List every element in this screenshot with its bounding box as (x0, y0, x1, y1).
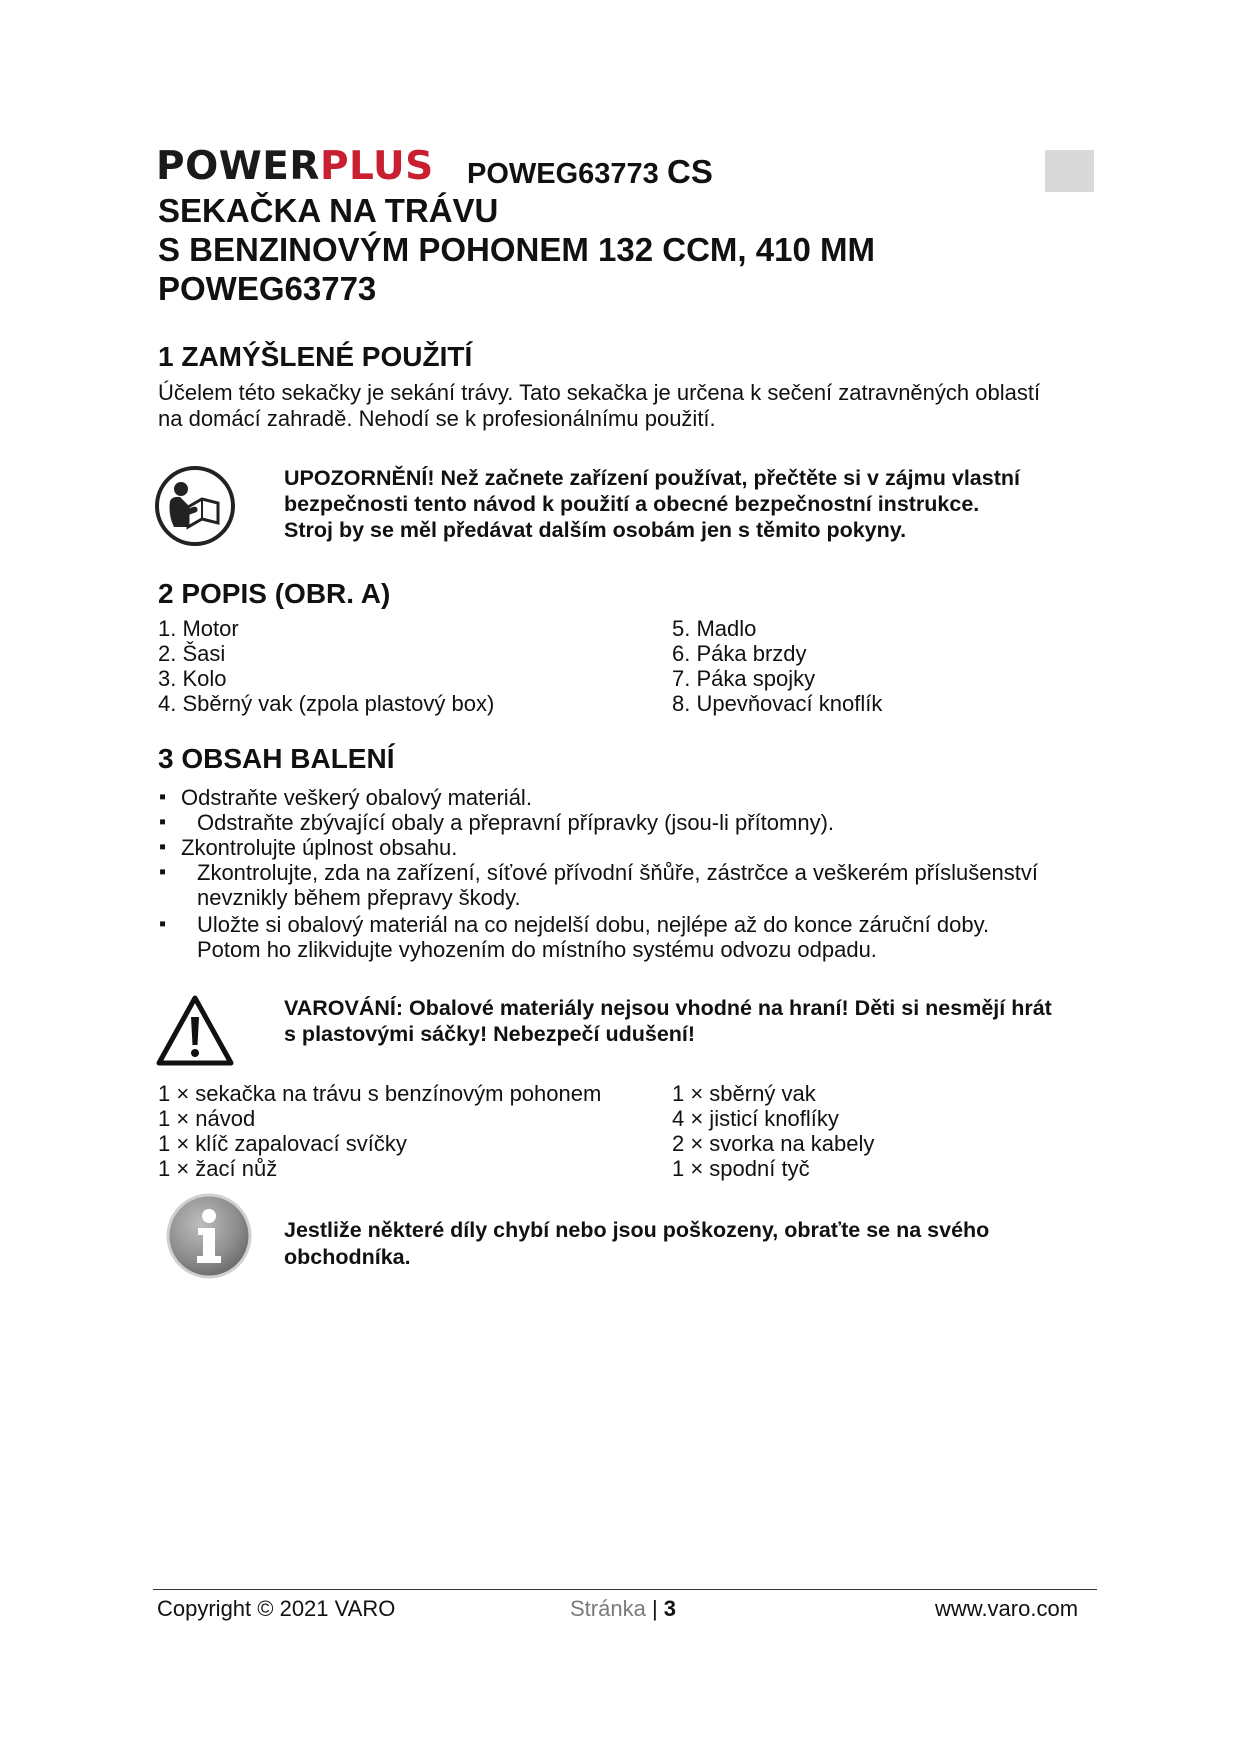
info-note-line-2: obchodníka. (284, 1245, 411, 1269)
bullet-marker: ▪ (159, 786, 167, 808)
contents-item-6: 4 × jisticí knoflíky (672, 1106, 839, 1131)
safety-warning-line-3: Stroj by se měl předávat dalším osobám jen s těmito pokyny. (284, 518, 907, 542)
package-bullet-2: Odstraňte zbývající obaly a přepravní přípravky (jsou-li přítomny). (197, 810, 835, 835)
description-item-1: 1. Motor (158, 616, 239, 641)
footer-page-label: Stránka (570, 1596, 646, 1621)
bullet-marker: ▪ (159, 811, 167, 833)
contents-item-1: 1 × sekačka na trávu s benzínovým pohonem (158, 1081, 602, 1106)
package-bullet-5: Uložte si obalový materiál na co nejdelší dobu, nejlépe až do konce záruční doby. (197, 912, 990, 937)
description-item-8: 8. Upevňovací knoflík (672, 691, 883, 716)
contents-item-7: 2 × svorka na kabely (672, 1131, 875, 1156)
footer-copyright: Copyright © 2021 VARO (157, 1596, 396, 1621)
description-item-6: 6. Páka brzdy (672, 641, 807, 666)
warning-triangle-icon (154, 993, 236, 1068)
safety-warning-line-1: UPOZORNĚNÍ! Než začnete zařízení používat, přečtěte si v zájmu vlastní (284, 466, 1020, 490)
packaging-warning-line-2: s plastovými sáčky! Nebezpečí udušení! (284, 1022, 696, 1046)
document-title-line-3: POWEG63773 (158, 270, 377, 307)
read-manual-icon (154, 465, 236, 547)
brand-logo-power: POWER (156, 144, 320, 189)
section-1-heading: 1 ZAMÝŠLENÉ POUŽITÍ (158, 341, 473, 372)
contents-item-8: 1 × spodní tyč (672, 1156, 810, 1181)
info-icon (165, 1192, 253, 1280)
description-item-2: 2. Šasi (158, 641, 226, 666)
language-code: CS (667, 153, 713, 190)
document-title-line-2: S BENZINOVÝM POHONEM 132 CCM, 410 MM (158, 231, 875, 268)
package-bullet-1: Odstraňte veškerý obalový materiál. (181, 785, 532, 810)
contents-item-5: 1 × sběrný vak (672, 1081, 816, 1106)
contents-item-2: 1 × návod (158, 1106, 256, 1131)
section-1-text-line-1: Účelem této sekačky je sekání trávy. Tato sekačka je určena k sečení zatravněných oblastí (158, 380, 1041, 405)
package-bullet-3: Zkontrolujte úplnost obsahu. (181, 835, 458, 860)
bullet-marker: ▪ (159, 861, 167, 883)
section-3-heading: 3 OBSAH BALENÍ (158, 743, 395, 774)
document-title-line-1: SEKAČKA NA TRÁVU (158, 192, 499, 229)
description-item-5: 5. Madlo (672, 616, 757, 641)
brand-logo-plus: PLUS (319, 144, 434, 189)
brand-logo (156, 144, 434, 189)
contents-item-3: 1 × klíč zapalovací svíčky (158, 1131, 407, 1156)
description-item-3: 3. Kolo (158, 666, 227, 691)
footer-page-number: 3 (663, 1596, 677, 1621)
bullet-marker: ▪ (159, 836, 167, 858)
footer-page-indicator (570, 1596, 676, 1622)
description-item-7: 7. Páka spojky (672, 666, 816, 691)
package-bullet-4-continued: nevznikly během přepravy škody. (197, 885, 521, 910)
contents-item-4: 1 × žací nůž (158, 1156, 278, 1181)
section-1-text-line-2: na domácí zahradě. Nehodí se k profesionálnímu použití. (158, 406, 716, 431)
footer-separator: | (651, 1596, 658, 1621)
footer-divider (153, 1589, 1097, 1590)
language-tab-marker (1045, 150, 1094, 192)
model-number: POWEG63773 (467, 158, 659, 190)
footer-website: www.varo.com (935, 1596, 1079, 1621)
package-bullet-5-continued: Potom ho zlikvidujte vyhozením do místního systému odvozu odpadu. (197, 937, 877, 962)
section-2-heading: 2 POPIS (OBR. A) (158, 578, 391, 609)
bullet-marker: ▪ (159, 913, 167, 935)
packaging-warning-line-1: VAROVÁNÍ: Obalové materiály nejsou vhodné na hraní! Děti si nesmějí hrát (284, 996, 1052, 1020)
description-item-4: 4. Sběrný vak (zpola plastový box) (158, 691, 495, 716)
package-bullet-4: Zkontrolujte, zda na zařízení, síťové přívodní šňůře, zástrčce a veškerém příslušenství (197, 860, 1038, 885)
safety-warning-line-2: bezpečnosti tento návod k použití a obecné bezpečnostní instrukce. (284, 492, 980, 516)
info-note-line-1: Jestliže některé díly chybí nebo jsou poškozeny, obraťte se na svého (284, 1218, 990, 1242)
